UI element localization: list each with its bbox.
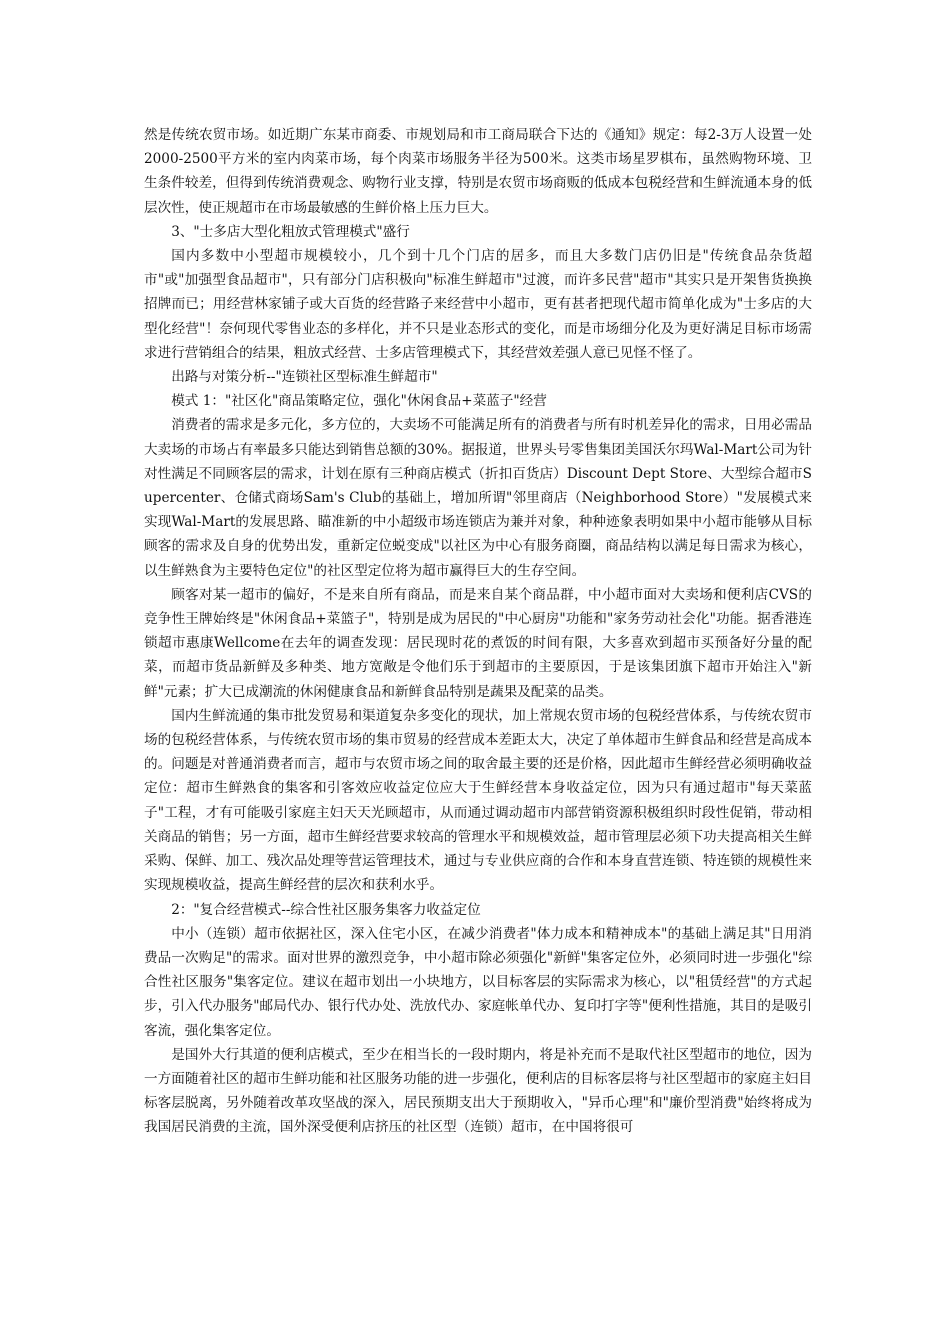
paragraph-fresh-distribution: 国内生鲜流通的集市批发贸易和渠道复杂多变化的现状，加上常规农贸市场的包税经营体系，与传统农贸市场的包税经营体系，与传统农贸市场的集市贸易的经营成本差距太大，决定了单体超市生鲜食品和经营是高成本的。问题是对普通消费者而言，超市与农贸市场之间的取舍最主要的还是价格，因此超市生鲜经营必须明确收益定位：超市生鲜熟食的集客和引客效应收益定位应大于生鲜经营本身收益定位，因为只有通过超市"每天菜蓝子"工程，才有可能吸引家庭主妇天天光顾超市，从而通过调动超市内部营销资源积极组织时段性促销，带动相关商品的销售；另一方面，超市生鲜经营要求较高的管理水平和规模效益，超市管理层必须下功夫提高相关生鲜采购、保鲜、加工、残次品处理等营运管理技术，通过与专业供应商的合作和本身直营连锁、特连锁的规模性来实现规模收益，提高生鲜经营的层次和获利水乎。 (144, 707, 812, 894)
paragraph-convenience-store: 是国外大行其道的便利店模式，至少在相当长的一段时期内，将是补充而不是取代社区型超市的地位，因为一方面随着社区的超市生鲜功能和社区服务功能的进一步强化，便利店的目标客层将与社区型超市的家庭主妇目标客层脱离，另外随着改革攻坚战的深入，居民预期支出大于预期收入，"异币心理"和"廉价型消费"始终将成为我国居民消费的主流，国外深受便利店挤压的社区型（连锁）超市，在中国将很可 (144, 1046, 812, 1136)
heading-solutions-analysis: 出路与对策分析--"连锁社区型标准生鲜超市" (171, 369, 438, 386)
paragraph-market-intro: 然是传统农贸市场。如近期广东某市商委、市规划局和市工商局联合下达的《通知》规定：每2-3万人设置一处2000-2500平方米的室内肉菜市场，每个肉菜市场服务半径为500米。这类市场星罗棋布，虽然购物环境、卫生条件较差，但得到传统消费观念、购物行业支撑，特别是农贸市场商贩的低成本包税经营和生鲜流通本身的低层次性，使正规超市在市场最敏感的生鲜价格上压力巨大。 (144, 127, 812, 216)
document-body (144, 123, 812, 1140)
paragraph-small-supermarkets: 国内多数中小型超市规模较小，几个到十几个门店的居多，而且大多数门店仍旧是"传统食品杂货超市"或"加强型食品超市"，只有部分门店积极向"标准生鲜超市"过渡，而许多民营"超市"其实只是开架售货换换招牌而已；用经营林家铺子或大百货的经营路子来经营中小超市，更有甚者把现代超市简单化成为"士多店的大型化经营"！奈何现代零售业态的多样化，并不只是业态形式的变化，而是市场细分化及为更好满足目标市场需求进行营销组合的结果，粗放式经营、士多店管理模式下，其经营效差强人意已见怪不怪了。 (144, 248, 812, 361)
paragraph-community-service: 中小（连锁）超市依据社区，深入住宅小区，在减少消费者"体力成本和精神成本"的基础上满足其"日用消费品一次购足"的需求。面对世界的激烈竞争，中小超市除必须强化"新鲜"集客定位外，必须同时进一步强化"综合性社区服务"集客定位。建议在超市划出一小块地方，以目标客层的实际需求为核心，以"租赁经营"的方式起步，引入代办服务"邮局代办、银行代办处、洗放代办、家庭帐单代办、复印打字等"便利性措施，其目的是吸引客流，强化集客定位。 (144, 925, 812, 1039)
paragraph-customer-preference: 顾客对某一超市的偏好，不是来自所有商品，而是来自某个商品群，中小超市面对大卖场和便利店CVS的竞争性王牌始终是"休闲食品+菜篮子"，特别是成为居民的"中心厨房"功能和"家务劳动社会化"功能。据香港连锁超市惠康Wellcome在去年的调查发现：居民现时花的煮饭的时间有限，大多喜欢到超市买预备好分量的配菜，而超市货品新鲜及多种类、地方宽敞是令他们乐于到超市的主要原因，于是该集团旗下超市开始注入"新鲜"元素；扩大已成潮流的休闲健康食品和新鲜食品特别是蔬果及配菜的品类。 (144, 586, 812, 700)
heading-store-management-mode: 3、"士多店大型化粗放式管理模式"盛行 (171, 223, 410, 240)
heading-mode-1: 模式 1："社区化"商品策略定位，强化"休闲食品+菜蓝子"经营 (171, 393, 547, 410)
heading-mode-2: 2："复合经营模式--综合性社区服务集客力收益定位 (171, 901, 481, 918)
paragraph-consumer-needs: 消费者的需求是多元化，多方位的，大卖场不可能满足所有的消费者与所有时机差异化的需求，日用必需品大卖场的市场占有率最多只能达到销售总额的30%。据报道，世界头号零售集团美国沃尔玛Wal-Mart公司为针对性满足不同顾客层的需求，计划在原有三种商店模式（折扣百货店）Discount Dept Store、大型综合超市Supercenter、仓储式商场Sam's Club的基础上，增加所谓"邻里商店（Neighborhood Store）"发展模式来实现Wal-Mart的发展思路、瞄准新的中小超级市场连锁店为兼并对象，种种迹象表明如果中小超市能够从目标顾客的需求及自身的优势出发，重新定位蜕变成"以社区为中心有服务商圈，商品结构以满足每日需求为核心，以生鲜熟食为主要特色定位"的社区型定位将为超市赢得巨大的生存空间。 (144, 417, 812, 579)
